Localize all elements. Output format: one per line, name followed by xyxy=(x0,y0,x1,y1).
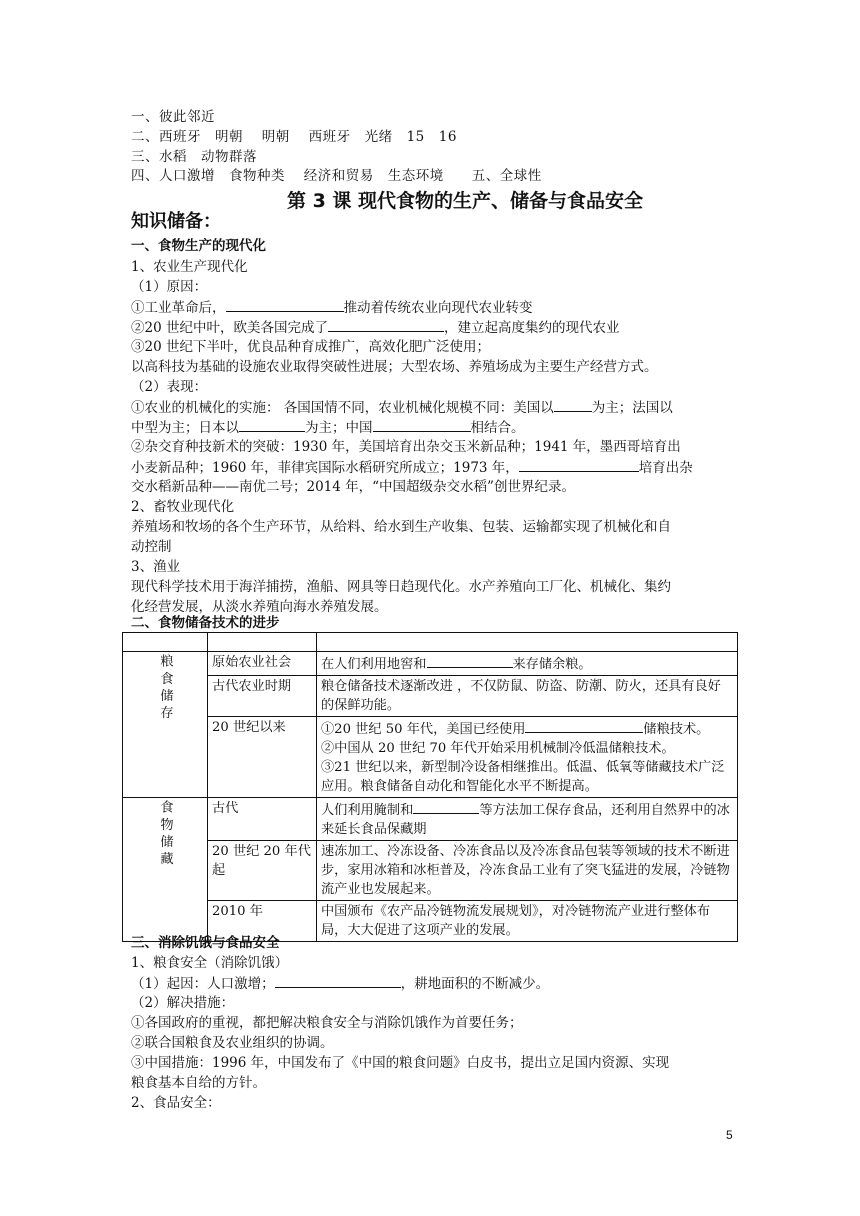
blank-line[interactable] xyxy=(239,417,305,432)
table-row xyxy=(123,798,738,841)
content-cell: 粮仓储备技术逐渐改进 ，不仅防鼠、防盗、防潮、防火，还具有良好的保鲜功能。 xyxy=(317,676,738,717)
subsection-livestock: 2、畜牧业现代化 xyxy=(131,499,235,515)
knowledge-heading: 知识储备： xyxy=(131,211,221,232)
answer-line-4: 四、人口激增 食物种类 经济和贸易 生态环境 五、全球性 xyxy=(131,168,542,184)
food-safety-heading: 2、食品安全： xyxy=(131,1095,221,1111)
blank-line[interactable] xyxy=(226,297,344,312)
grain-security-heading: 1、粮食安全（消除饥饿） xyxy=(131,955,289,971)
measures-label: （2）解决措施： xyxy=(131,995,235,1011)
subsection-fishery: 3、渔业 xyxy=(131,559,181,575)
livestock-text-2: 动控制 xyxy=(131,539,172,555)
reason-2: ②20 世纪中叶，欧美各国完成了 ，建立起高度集约的现代农业 xyxy=(131,317,619,338)
content-cell: ①20 世纪 50 年代，美国已经使用 储粮技术。 ②中国从 20 世纪 70 年代开始采用机械制冷低温储粮技术。 ③21 世纪以来，新型制冷设备相继推出。低温、低氧等储藏技术广泛应用。粮食储备自动化和智能化水平不断提高。 xyxy=(317,717,738,798)
performance-1-cont: 中型为主；日本以 为主；中国 相结合。 xyxy=(131,417,525,438)
period-cell: 古代农业时期 xyxy=(208,676,317,717)
answer-line-3: 三、水稻 动物群落 xyxy=(131,149,257,165)
period-cell: 2010 年 xyxy=(208,901,317,942)
table-row xyxy=(123,841,738,901)
period-cell: 20 世纪 20 年代起 xyxy=(208,841,317,901)
reason-4: 以高科技为基础的设施农业取得突破性进展；大型农场、养殖场成为主要生产经营方式。 xyxy=(131,359,658,375)
blank-line[interactable] xyxy=(275,973,401,988)
storage-table xyxy=(122,632,738,942)
answer-line-2: 二、西班牙 明朝 明朝 西班牙 光绪 15 16 xyxy=(131,129,457,145)
section3-heading: 三、消除饥饿与食品安全 xyxy=(131,935,280,951)
performance-2: ②杂交育种技新术的突破：1930 年，美国培育出杂交玉米新品种；1941 年，墨西哥培育出 xyxy=(131,439,681,455)
performance-1: ①农业的机械化的实施： 各国国情不同，农业机械化规模不同：美国以 为主；法国以 xyxy=(131,397,673,418)
section1-heading: 一、食物生产的现代化 xyxy=(131,238,266,254)
period-cell: 原始农业社会 xyxy=(208,652,317,676)
content-cell: 中国颁布《农产品冷链物流发展规划》，对冷链物流产业进行整体布局，大大促进了这项产业的发展。 xyxy=(317,901,738,942)
reason-3: ③20 世纪下半叶，优良品种育成推广，高效化肥广泛使用； xyxy=(131,339,490,355)
answer-line-1: 一、彼此邻近 xyxy=(131,109,215,125)
table-row xyxy=(123,676,738,717)
performance-2-end: 交水稻新品种——南优二号；2014 年，“中国超级杂交水稻”创世界纪录。 xyxy=(131,479,575,495)
cause-line: （1）起因：人口激增； ，耕地面积的不断减少。 xyxy=(131,973,549,994)
content-cell: 速冻加工、冷冻设备、冷冻食品以及冷冻食品包装等领域的技术不断进步，家用冰箱和冰柜普及，冷冻食品工业有了突飞猛进的发展，冷链物流产业也发展起来。 xyxy=(317,841,738,901)
table-row xyxy=(123,633,738,652)
performance-label: （2）表现： xyxy=(131,379,208,395)
fishery-text-1: 现代科学技术用于海洋捕捞，渔船、网具等日趋现代化。水产养殖向工厂化、机械化、集约 xyxy=(131,579,671,595)
page-number: 5 xyxy=(726,1128,733,1142)
blank-line[interactable] xyxy=(328,317,444,332)
measure-1: ①各国政府的重视，都把解决粮食安全与消除饥饿作为首要任务； xyxy=(131,1015,523,1031)
blank-line[interactable] xyxy=(427,653,513,668)
blank-line[interactable] xyxy=(413,799,479,814)
measure-2: ②联合国粮食及农业组织的协调。 xyxy=(131,1035,334,1051)
blank-line[interactable] xyxy=(525,718,643,733)
reason-1: ①工业革命后， 推动着传统农业向现代农业转变 xyxy=(131,297,533,318)
period-cell: 20 世纪以来 xyxy=(208,717,317,798)
measure-3: ③中国措施：1996 年，中国发布了《中国的粮食问题》白皮书，提出立足国内资源、实现 xyxy=(131,1055,670,1071)
grain-storage-label: 粮食储存 xyxy=(123,652,208,798)
section2-heading: 二、食物储备技术的进步 xyxy=(131,615,280,631)
fishery-text-2: 化经营发展，从淡水养殖向海水养殖发展。 xyxy=(131,599,388,615)
lesson-title: 第 3 课 现代食物的生产、储备与食品安全 xyxy=(286,190,644,212)
food-storage-label: 食物储藏 xyxy=(123,798,208,942)
measure-3-cont: 粮食基本自给的方针。 xyxy=(131,1075,266,1091)
content-cell: 人们利用腌制和 等方法加工保存食品，还利用自然界中的冰来延长食品保藏期 xyxy=(317,798,738,841)
content-cell: 在人们利用地窖和 来存储余粮。 xyxy=(317,652,738,676)
table-row xyxy=(123,717,738,798)
reason-label: （1）原因： xyxy=(131,279,208,295)
blank-line[interactable] xyxy=(554,397,592,412)
subsection-agriculture: 1、农业生产现代化 xyxy=(131,259,248,275)
blank-line[interactable] xyxy=(373,417,471,432)
livestock-text-1: 养殖场和牧场的各个生产环节，从给料、给水到生产收集、包装、运输都实现了机械化和自 xyxy=(131,519,671,535)
period-cell: 古代 xyxy=(208,798,317,841)
blank-line[interactable] xyxy=(519,457,639,472)
performance-2-cont: 小麦新品种；1960 年，菲律宾国际水稻研究所成立；1973 年， 培育出杂 xyxy=(131,457,693,478)
table-row xyxy=(123,652,738,676)
